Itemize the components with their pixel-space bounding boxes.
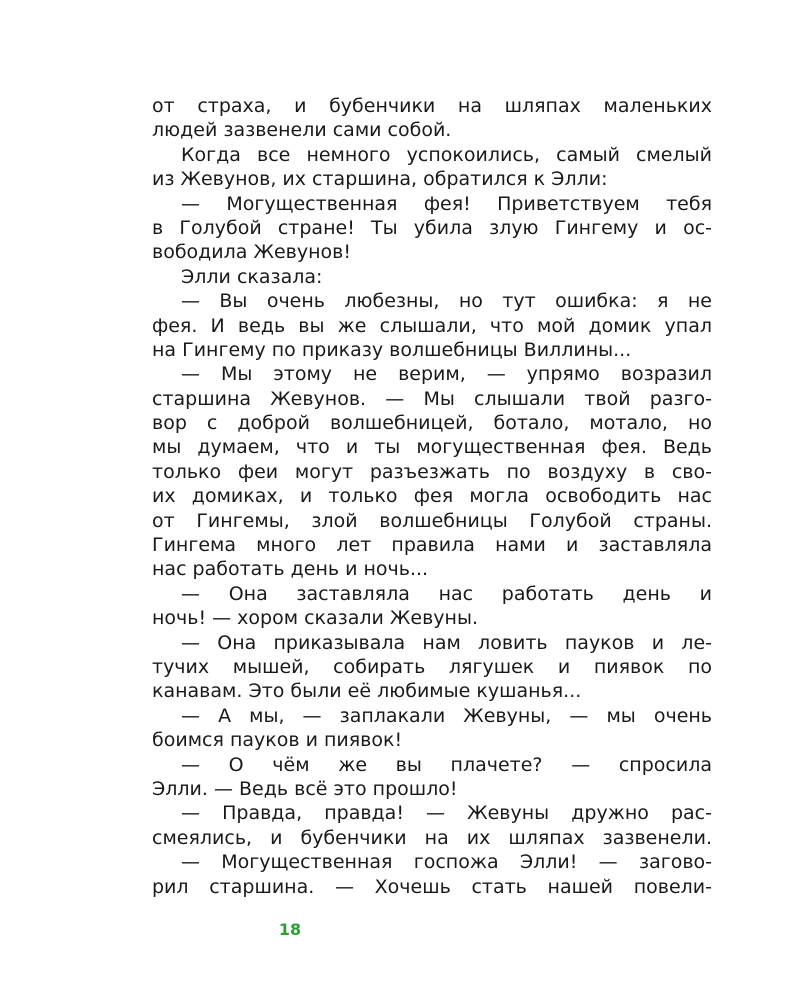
text-line: — Правда, правда! — Жевуны дружно рас- bbox=[181, 802, 712, 825]
text-line: тучих мышей, собирать лягушек и пиявок по bbox=[152, 655, 712, 678]
text-line: мы думаем, что и ты могущественная фея. Ведь bbox=[152, 436, 712, 459]
page-number: 18 bbox=[278, 920, 302, 939]
text-line: их домиках, и только фея могла освободить нас bbox=[152, 485, 712, 508]
text-line: Когда все немного успокоились, самый смелый bbox=[181, 143, 712, 166]
text-line: — Она приказывала нам ловить пауков и ле- bbox=[181, 631, 712, 654]
text-line: — Она заставляла нас работать день и bbox=[181, 582, 712, 605]
text-line: от страха, и бубенчики на шляпах маленьких bbox=[152, 95, 712, 117]
text-line: от Гингемы, злой волшебницы Голубой страны. bbox=[152, 509, 712, 532]
text-line: только феи могут разъезжать по воздуху в сво- bbox=[152, 460, 712, 483]
text-line: нас работать день и ночь... bbox=[152, 558, 429, 581]
text-line: — А мы, — заплакали Жевуны, — мы очень bbox=[181, 704, 712, 727]
text-line: боимся пауков и пиявок! bbox=[152, 729, 403, 752]
text-line: на Гингему по приказу волшебницы Виллины... bbox=[152, 338, 632, 361]
text-line: — Могущественная фея! Приветствуем тебя bbox=[181, 192, 712, 215]
text-line: старшина Жевунов. — Мы слышали твой разго- bbox=[152, 387, 712, 410]
text-line: — Могущественная госпожа Элли! — загово- bbox=[181, 851, 712, 874]
text-line: Элли сказала: bbox=[181, 265, 323, 288]
text-line: вободила Жевунов! bbox=[152, 241, 351, 264]
text-line: вор с доброй волшебницей, ботало, мотало, но bbox=[152, 412, 712, 435]
text-line: — Вы очень любезны, но тут ошибка: я не bbox=[181, 290, 712, 313]
text-line: — Мы этому не верим, — упрямо возразил bbox=[181, 363, 712, 386]
text-line: фея. И ведь вы же слышали, что мой домик упал bbox=[152, 314, 712, 337]
text-line: рил старшина. — Хочешь стать нашей повели- bbox=[152, 875, 712, 898]
text-line: Элли. — Ведь всё это прошло! bbox=[152, 777, 458, 800]
text-line: людей зазвенели сами собой. bbox=[152, 119, 452, 142]
text-line: в Голубой стране! Ты убила злую Гингему и ос- bbox=[152, 216, 712, 239]
text-line: — О чём же вы плачете? — спросила bbox=[181, 753, 712, 776]
text-line: ночь! — хором сказали Жевуны. bbox=[152, 607, 478, 630]
page-body-text bbox=[152, 94, 712, 899]
text-line: из Жевунов, их старшина, обратился к Элли: bbox=[152, 168, 608, 191]
text-line: канавам. Это были её любимые кушанья... bbox=[152, 680, 582, 703]
text-line: смеялись, и бубенчики на их шляпах зазвенели. bbox=[152, 826, 712, 849]
text-line: Гингема много лет правила нами и заставляла bbox=[152, 534, 712, 557]
